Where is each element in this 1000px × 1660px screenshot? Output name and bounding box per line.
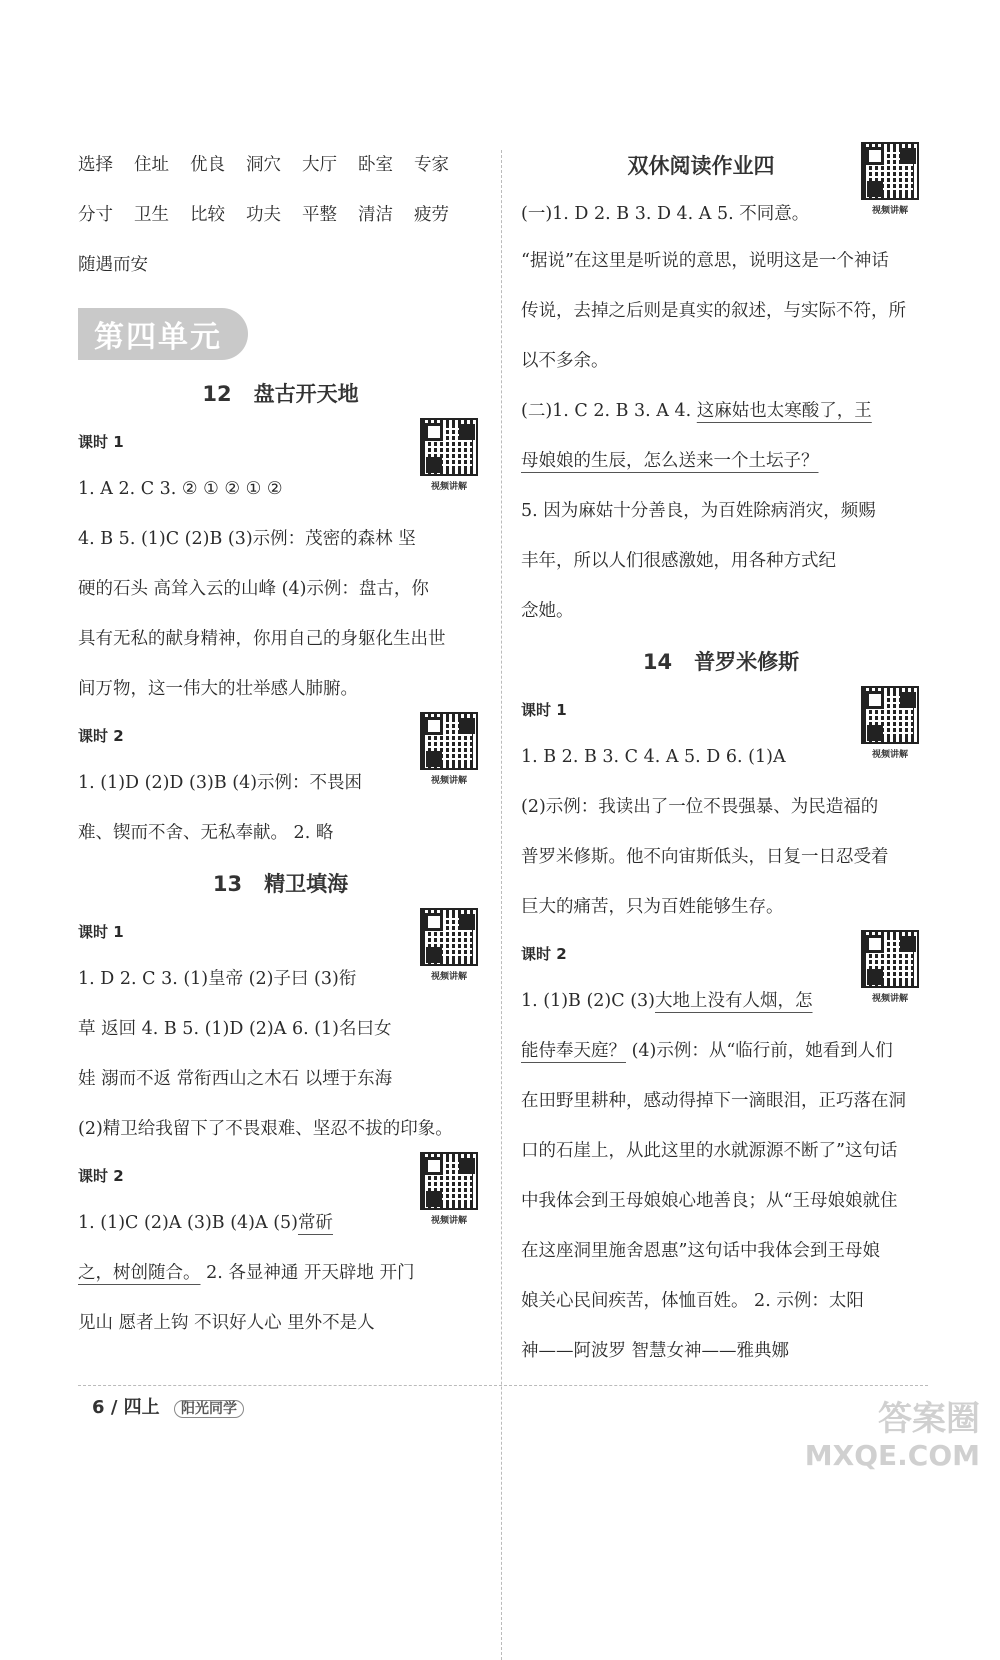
page-number: 6 — [92, 1397, 105, 1418]
lesson-14-title — [521, 636, 921, 688]
answer-line: 1. D 2. C 3. (1)皇帝 (2)子曰 (3)衔 — [78, 969, 357, 989]
watermark — [805, 1399, 980, 1473]
page-footer — [92, 1393, 244, 1419]
answer-line: 1. A 2. C 3. ② ① ② ① ② — [78, 479, 283, 499]
answer-line: 神——阿波罗 智慧女神——雅典娜 — [521, 1341, 790, 1361]
brand-logo: 阳光同学 — [174, 1400, 244, 1418]
answer-line: 草 返回 4. B 5. (1)D (2)A 6. (1)名曰女 — [78, 1019, 392, 1039]
lesson-12-title — [78, 368, 483, 420]
answer-line: 娘关心民间疾苦，体恤百姓。 2. 示例：太阳 — [521, 1291, 864, 1311]
grade-label: 四上 — [123, 1397, 160, 1418]
answer-line: 难、锲而不舍、无私奉献。 2. 略 — [78, 823, 334, 843]
vocab-word: 住址 — [134, 155, 169, 175]
qr-code-icon — [420, 418, 478, 476]
answer-line: 5. 因为麻姑十分善良，为百姓除病消灾，频赐 — [521, 501, 876, 521]
word-row-2 — [78, 190, 483, 240]
underlined-answer: 这麻姑也太寒酸了，王 — [696, 401, 872, 421]
lesson-name: 精卫填海 — [264, 872, 349, 896]
qr-code-icon — [420, 1152, 478, 1210]
qr-label: 视频讲解 — [430, 482, 467, 492]
answer-line: 在田野里耕种，感动得掉下一滴眼泪，正巧落在洞 — [521, 1091, 906, 1111]
answer-line: 硬的石头 高耸入云的山峰 (4)示例：盘古，你 — [78, 579, 429, 599]
answer-text: 2. 各显神通 开天辟地 开门 — [200, 1263, 415, 1283]
word-row-1 — [78, 140, 483, 190]
video-qr-code[interactable] — [418, 712, 480, 786]
column-divider — [501, 150, 502, 1660]
footer-separator: / — [110, 1397, 118, 1418]
answer-line: “据说”在这里是听说的意思，说明这是一个神话 — [521, 251, 889, 271]
vocab-word: 功夫 — [246, 205, 281, 225]
answer-line: 间万物，这一伟大的壮举感人肺腑。 — [78, 679, 358, 699]
vocab-word: 分寸 — [78, 205, 113, 225]
answer-line — [521, 1026, 921, 1076]
qr-label: 视频讲解 — [871, 994, 908, 1004]
video-qr-code[interactable] — [418, 418, 480, 492]
period-label: 课时 1 — [78, 923, 124, 941]
answer-line: 丰年，所以人们很感激她，用各种方式纪 — [521, 551, 836, 571]
qr-code-icon — [861, 142, 919, 200]
period-label: 课时 2 — [521, 945, 567, 963]
lesson-number: 12 — [202, 382, 232, 406]
unit-banner: 第四单元 — [78, 308, 248, 360]
video-qr-code[interactable] — [418, 1152, 480, 1226]
answer-line: 4. B 5. (1)C (2)B (3)示例：茂密的森林 坚 — [78, 529, 416, 549]
video-qr-code[interactable] — [859, 930, 921, 1004]
lesson-name: 普罗米修斯 — [694, 650, 800, 674]
underlined-answer: 能侍奉天庭？ — [521, 1041, 626, 1061]
underlined-answer: 常斫 — [297, 1213, 333, 1233]
vocab-word: 随遇而安 — [78, 255, 148, 275]
answer-line: 中我体会到王母娘娘心地善良；从“王母娘娘就住 — [521, 1191, 898, 1211]
vocab-word: 选择 — [78, 155, 113, 175]
answer-line: 具有无私的献身精神，你用自己的身躯化生出世 — [78, 629, 446, 649]
right-column — [521, 140, 921, 1376]
answer-line: 在这座洞里施舍恩惠”这句话中我体会到王母娘 — [521, 1241, 880, 1261]
word-row-3 — [78, 240, 483, 290]
answer-line: 以不多余。 — [521, 351, 609, 371]
vocab-word: 优良 — [190, 155, 225, 175]
answer-line: 见山 愿者上钩 不识好人心 里外不是人 — [78, 1313, 375, 1333]
answer-line — [78, 1248, 483, 1298]
qr-label: 视频讲解 — [430, 776, 467, 786]
answer-line: 传说，去掉之后则是真实的叙述，与实际不符，所 — [521, 301, 906, 321]
vocab-word: 清洁 — [358, 205, 393, 225]
vocab-word: 比较 — [190, 205, 225, 225]
underlined-answer: 母娘娘的生辰，怎么送来一个土坛子？ — [521, 451, 819, 471]
vocab-word: 大厅 — [302, 155, 337, 175]
video-qr-code[interactable] — [418, 908, 480, 982]
reading-title: 双休阅读作业四 — [627, 154, 775, 178]
answer-line: 娃 溺而不返 常衔西山之木石 以堙于东海 — [78, 1069, 393, 1089]
qr-label: 视频讲解 — [430, 972, 467, 982]
answer-line: 巨大的痛苦，只为百姓能够生存。 — [521, 897, 784, 917]
video-qr-code[interactable] — [859, 686, 921, 760]
qr-code-icon — [861, 686, 919, 744]
vocab-word: 卧室 — [358, 155, 393, 175]
answer-text: 1. (1)C (2)A (3)B (4)A (5) — [78, 1213, 298, 1233]
answer-line: (一)1. D 2. B 3. D 4. A 5. 不同意。 — [521, 204, 810, 224]
underlined-answer: 大地上没有人烟，怎 — [655, 991, 813, 1011]
qr-code-icon — [420, 908, 478, 966]
answer-text: (4)示例：从“临行前，她看到人们 — [626, 1041, 893, 1061]
answer-line — [521, 386, 921, 436]
answer-text: 1. (1)B (2)C (3) — [521, 991, 656, 1011]
qr-label: 视频讲解 — [871, 206, 908, 216]
answer-line: (2)精卫给我留下了不畏艰难、坚忍不拔的印象。 — [78, 1119, 453, 1139]
watermark-url: MXQE.COM — [804, 1439, 980, 1473]
qr-code-icon — [420, 712, 478, 770]
vocab-word: 专家 — [414, 155, 449, 175]
left-column — [78, 140, 483, 1348]
period-label: 课时 1 — [521, 701, 567, 719]
watermark-text: 答案圈 — [878, 1398, 980, 1439]
footer-rule — [78, 1385, 928, 1386]
vocab-word: 平整 — [302, 205, 337, 225]
period-label: 课时 1 — [78, 433, 124, 451]
vocab-word: 卫生 — [134, 205, 169, 225]
vocab-word: 疲劳 — [414, 205, 449, 225]
answer-line: 普罗米修斯。他不向宙斯低头，日复一日忍受着 — [521, 847, 889, 867]
answer-text: (二)1. C 2. B 3. A 4. — [521, 401, 697, 421]
answer-line — [521, 436, 921, 486]
answer-line: 1. (1)D (2)D (3)B (4)示例：不畏困 — [78, 773, 363, 793]
qr-label: 视频讲解 — [871, 750, 908, 760]
answer-line: 念她。 — [521, 601, 574, 621]
lesson-13-title — [78, 858, 483, 910]
answer-line: (2)示例：我读出了一位不畏强暴、为民造福的 — [521, 797, 879, 817]
video-qr-code[interactable] — [859, 142, 921, 216]
lesson-number: 14 — [642, 650, 673, 674]
lesson-name: 盘古开天地 — [253, 382, 359, 406]
answer-line: 1. B 2. B 3. C 4. A 5. D 6. (1)A — [521, 747, 786, 767]
vocab-word: 洞穴 — [246, 155, 281, 175]
underlined-answer: 之，树创随合。 — [78, 1263, 201, 1283]
answer-line: 口的石崖上，从此这里的水就源源不断了”这句话 — [521, 1141, 898, 1161]
qr-label: 视频讲解 — [430, 1216, 467, 1226]
period-label: 课时 2 — [78, 1167, 124, 1185]
lesson-number: 13 — [212, 872, 243, 896]
qr-code-icon — [861, 930, 919, 988]
period-label: 课时 2 — [78, 727, 124, 745]
